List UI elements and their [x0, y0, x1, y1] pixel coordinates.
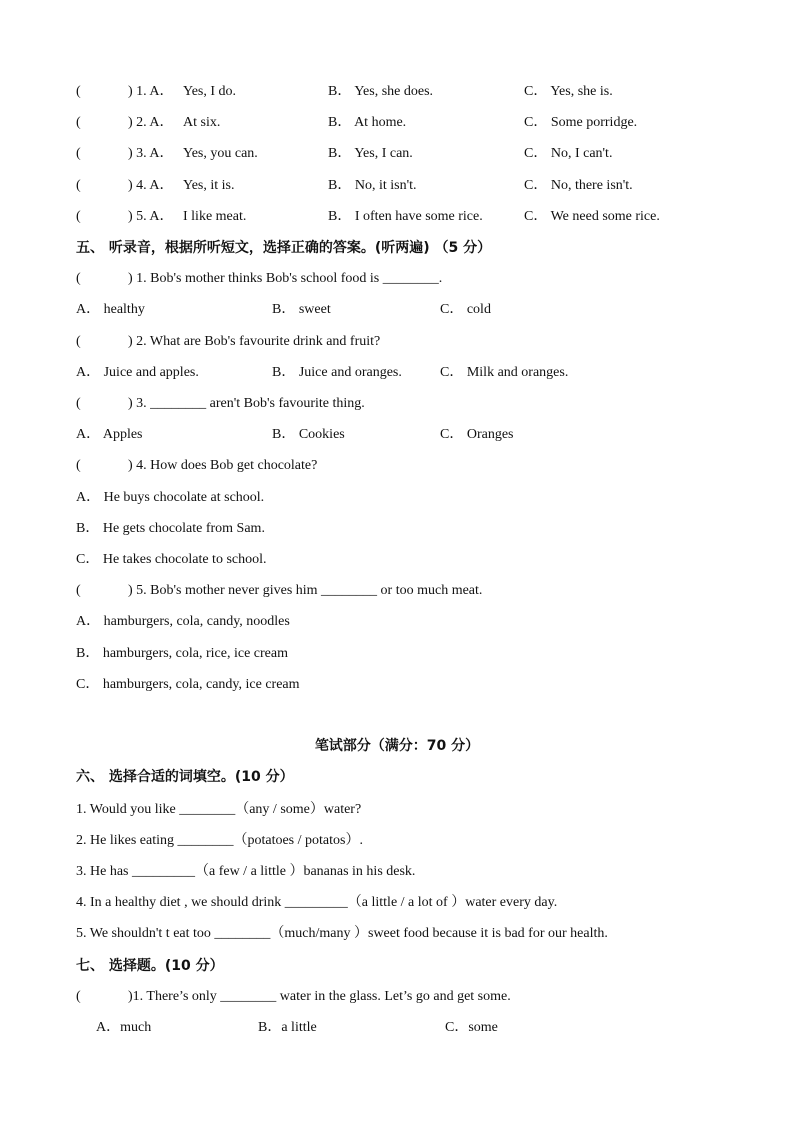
answer-paren-open: (: [76, 334, 81, 349]
options-row: [0, 300, 794, 320]
option-b: B． Cookies: [272, 427, 345, 442]
option-row: [0, 488, 794, 508]
option-row: [0, 644, 794, 664]
option-b: B． Yes, I can.: [328, 146, 413, 161]
fill-item: [0, 831, 794, 851]
options-row: [0, 425, 794, 445]
section-6-heading: [0, 767, 794, 787]
question-text: )1. There’s only ________ water in the glass. Let’s go and get some.: [128, 989, 511, 1004]
fill-item: [0, 893, 794, 913]
option-c: C． No, I can't.: [524, 146, 613, 161]
answer-paren-open: (: [76, 115, 81, 130]
fill-item-text: 1. Would you like ________（any / some）water?: [76, 802, 362, 817]
answer-paren-open: (: [76, 458, 81, 473]
option-a: A． He buys chocolate at school.: [76, 490, 265, 505]
option-c: C． Oranges: [440, 427, 514, 442]
option-c: C． hamburgers, cola, candy, ice cream: [76, 677, 300, 692]
question-number: ) 4. A．: [128, 178, 174, 193]
option-b: B． I often have some rice.: [328, 209, 483, 224]
answer-paren-open: (: [76, 84, 81, 99]
option-a: Yes, it is.: [183, 178, 235, 193]
section-5-title: 五、 听录音，根据所听短文，选择正确的答案。(听两遍) （5 分）: [76, 240, 492, 256]
option-b: B．a little: [258, 1020, 317, 1035]
option-b: B． He gets chocolate from Sam.: [76, 521, 265, 536]
option-a: A． healthy: [76, 302, 145, 317]
question-number: ) 1. A．: [128, 84, 174, 99]
option-row: [0, 675, 794, 695]
listening-row: [0, 176, 794, 196]
answer-paren-open: (: [76, 989, 81, 1004]
option-c: C． Yes, she is.: [524, 84, 613, 99]
listening-row: [0, 113, 794, 133]
answer-paren-open: (: [76, 396, 81, 411]
question-number: ) 3. A．: [128, 146, 174, 161]
options-row: [0, 1018, 794, 1038]
listening-row: [0, 82, 794, 102]
option-a: A． Juice and apples.: [76, 365, 199, 380]
question-number: ) 5. A．: [128, 209, 174, 224]
question-text: ) 4. How does Bob get chocolate?: [128, 458, 318, 473]
option-b: B． Juice and oranges.: [272, 365, 402, 380]
fill-item-text: 2. He likes eating ________（potatoes / potatos）.: [76, 833, 363, 848]
fill-item-text: 5. We shouldn't t eat too ________（much/many ）sweet food because it is bad for our health.: [76, 926, 608, 941]
option-a: A． hamburgers, cola, candy, noodles: [76, 614, 290, 629]
option-c: C． We need some rice.: [524, 209, 660, 224]
question-row: [0, 987, 794, 1007]
option-c: C． He takes chocolate to school.: [76, 552, 267, 567]
option-b: B． sweet: [272, 302, 331, 317]
question-row: [0, 581, 794, 601]
option-c: C． cold: [440, 302, 491, 317]
option-row: [0, 612, 794, 632]
answer-paren-open: (: [76, 146, 81, 161]
option-b: B． Yes, she does.: [328, 84, 434, 99]
listening-row: [0, 207, 794, 227]
fill-item-text: 4. In a healthy diet , we should drink _________（a little / a lot of ）water every day.: [76, 895, 558, 910]
option-c: C． Some porridge.: [524, 115, 638, 130]
question-text: ) 2. What are Bob's favourite drink and fruit?: [128, 334, 381, 349]
listening-row: [0, 144, 794, 164]
question-row: [0, 332, 794, 352]
option-c: C． No, there isn't.: [524, 178, 633, 193]
section-7-heading: [0, 956, 794, 976]
option-a: A．much: [96, 1020, 152, 1035]
section-6-title: 六、 选择合适的词填空。(10 分）: [76, 769, 294, 785]
fill-item: [0, 800, 794, 820]
fill-item: [0, 924, 794, 944]
option-row: [0, 519, 794, 539]
option-a: Yes, I do.: [183, 84, 237, 99]
option-row: [0, 550, 794, 570]
option-b: B． hamburgers, cola, rice, ice cream: [76, 646, 288, 661]
option-c: C．some: [445, 1020, 498, 1035]
answer-paren-open: (: [76, 271, 81, 286]
section-7-title: 七、 选择题。(10 分）: [76, 958, 224, 974]
option-a: Yes, you can.: [183, 146, 258, 161]
fill-item-text: 3. He has _________（a few / a little ）bananas in his desk.: [76, 864, 416, 879]
option-c: C． Milk and oranges.: [440, 365, 569, 380]
question-number: ) 2. A．: [128, 115, 174, 130]
section-5-heading: [0, 238, 794, 258]
option-a: A． Apples: [76, 427, 143, 442]
answer-paren-open: (: [76, 583, 81, 598]
option-a: I like meat.: [183, 209, 247, 224]
answer-paren-open: (: [76, 178, 81, 193]
options-row: [0, 363, 794, 383]
question-row: [0, 394, 794, 414]
answer-paren-open: (: [76, 209, 81, 224]
question-text: ) 5. Bob's mother never gives him ________ or too much meat.: [128, 583, 483, 598]
option-a: At six.: [183, 115, 221, 130]
option-b: B． No, it isn't.: [328, 178, 417, 193]
question-row: [0, 456, 794, 476]
question-text: ) 1. Bob's mother thinks Bob's school food is ________.: [128, 271, 443, 286]
option-b: B． At home.: [328, 115, 407, 130]
question-row: [0, 269, 794, 289]
written-part-title: 笔试部分（满分：70 分）: [314, 738, 480, 754]
fill-item: [0, 862, 794, 882]
question-text: ) 3. ________ aren't Bob's favourite thing.: [128, 396, 365, 411]
